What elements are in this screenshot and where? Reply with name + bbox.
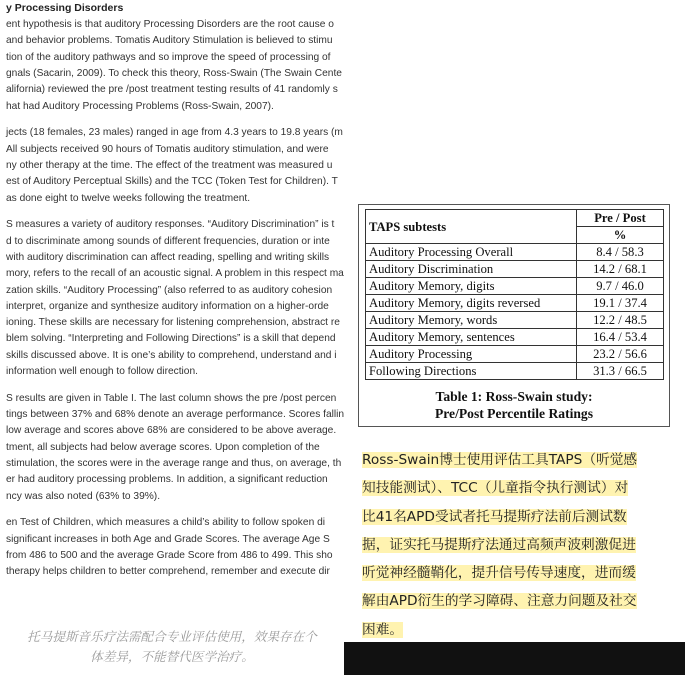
subtest-name: Auditory Memory, digits reversed (366, 295, 577, 312)
article-line: blem solving. “Interpreting and Following Directions” is a skill that depend (6, 333, 336, 345)
article-line: significant increases in both Age and Grade Scores. The average Age S (6, 533, 330, 545)
article-line: ioning. These skills are necessary for listening comprehension, abstract re (6, 317, 340, 329)
taps-results-table (365, 209, 664, 380)
article-line: er had auditory processing problems. In addition, a significant reduction (6, 474, 328, 486)
subtest-value: 8.4 / 58.3 (577, 244, 664, 261)
subtest-value: 12.2 / 48.5 (577, 312, 664, 329)
subtest-name: Auditory Discrimination (366, 261, 577, 278)
table-row (366, 278, 664, 295)
article-line: stimulation, the scores were in the average range and thus, on average, th (6, 458, 342, 469)
subtest-name: Auditory Memory, digits (366, 278, 577, 295)
article-line: ncy was also noted (63% to 39%). (6, 490, 161, 502)
article-line: interpret, organize and synthesize auditory information on a higher-orde (6, 300, 329, 312)
chinese-summary (362, 446, 662, 644)
table-header-row (366, 210, 664, 227)
table-caption-line-2: Pre/Post Percentile Ratings (434, 406, 594, 421)
subtest-value: 23.2 / 56.6 (577, 346, 664, 363)
summary-line: 解由APD衍生的学习障碍、注意力问题及社交 (362, 593, 637, 610)
table-row (366, 244, 664, 261)
article-line: All subjects received 90 hours of Tomatis auditory stimulation, and were (6, 143, 329, 155)
table-row (366, 329, 664, 346)
article-line: d to discriminate among sounds of different frequencies, duration or inte (6, 235, 330, 247)
table-row (366, 261, 664, 278)
subtest-name: Following Directions (366, 363, 577, 380)
subtest-value: 9.7 / 46.0 (577, 278, 664, 295)
table-row (366, 312, 664, 329)
table-row (366, 363, 664, 380)
disclaimer-caption (0, 627, 344, 667)
summary-line: 听觉神经髓鞘化，提升信号传导速度，进而缓 (362, 565, 636, 582)
article-line: with auditory discrimination can affect reading, spelling and writing skills (6, 251, 330, 263)
article-line: alifornia) reviewed the pre /post treatment testing results of 41 randomly s (6, 84, 338, 96)
subtest-value: 31.3 / 66.5 (577, 363, 664, 380)
subtest-name: Auditory Processing Overall (366, 244, 577, 261)
summary-line: 困难。 (362, 621, 404, 638)
article-line: ny other therapy at the time. The effect of the treatment was measured u (6, 159, 333, 171)
article-line: from 486 to 500 and the average Grade Score from 486 to 499. This sho (6, 550, 333, 561)
col-header-subtests: TAPS subtests (366, 210, 577, 244)
subtest-value: 16.4 / 53.4 (577, 329, 664, 346)
disclaimer-line-1: 托马提斯音乐疗法需配合专业评估使用，效果存在个 (27, 629, 317, 644)
taps-table-figure (358, 204, 670, 427)
article-line: en Test of Children, which measures a child’s ability to follow spoken di (6, 517, 325, 529)
article-line: low average and scores above 68% are considered to be above average. (6, 425, 337, 437)
figure-column (344, 0, 685, 675)
article-line: est of Auditory Perceptual Skills) and the TCC (Token Test for Children). T (6, 176, 338, 188)
col-header-percent: % (577, 227, 664, 244)
article-line: tings between 37% and 68% denote an average performance. Scores fallin (6, 409, 344, 421)
article-line: jects (18 females, 23 males) ranged in age from 4.3 years to 19.8 years (m (6, 127, 343, 139)
table-caption (359, 388, 669, 422)
summary-line: Ross-Swain博士使用评估工具TAPS（听觉感 (362, 452, 638, 468)
subtest-name: Auditory Memory, sentences (366, 329, 577, 346)
table-row (366, 346, 664, 363)
article-line: ent hypothesis is that auditory Processing Disorders are the root cause o (6, 19, 334, 30)
article-line: mory, refers to the recall of an acoustic signal. A problem in this respect ma (6, 268, 344, 280)
summary-line: 据，证实托马提斯疗法通过高频声波刺激促进 (362, 536, 636, 553)
subtest-name: Auditory Processing (366, 346, 577, 363)
article-line: zation skills. “Auditory Processing” (also referred to as auditory cohesion (6, 284, 333, 296)
article-line: tment, all subjects had below average scores. Upon completion of the (6, 441, 320, 453)
article-line: as done eight to twelve weeks following the treatment. (6, 192, 251, 204)
disclaimer-line-2: 体差异，不能替代医学治疗。 (90, 649, 254, 664)
article-line: gnals (Sacarin, 2009). To check this theory, Ross-Swain (The Swain Cente (6, 67, 342, 79)
bottom-black-bar (344, 642, 685, 675)
article-line: therapy helps children to better comprehend, remember and execute dir (6, 566, 330, 578)
subtest-name: Auditory Memory, words (366, 312, 577, 329)
section-heading: y Processing Disorders (6, 2, 124, 14)
subtest-value: 19.1 / 37.4 (577, 295, 664, 312)
article-line: tion of the auditory pathways and so improve the speed of processing of (6, 51, 331, 63)
summary-line: 知技能测试）、TCC（儿童指令执行测试）对 (362, 480, 629, 497)
summary-line: 比41名APD受试者托马提斯疗法前后测试数 (362, 508, 627, 525)
col-header-prepost: Pre / Post (577, 210, 664, 227)
table-caption-line-1: Table 1: Ross-Swain study: (435, 389, 593, 404)
article-line: hat had Auditory Processing Problems (Ross-Swain, 2007). (6, 100, 274, 112)
article-line: and behavior problems. Tomatis Auditory Stimulation is believed to stimu (6, 35, 333, 47)
article-line: information well enough to follow direction. (6, 366, 198, 377)
table-row (366, 295, 664, 312)
article-line: S measures a variety of auditory responses. “Auditory Discrimination” is t (6, 219, 335, 231)
article-line: skills discussed above. It is one’s ability to comprehend, understand and i (6, 349, 337, 361)
subtest-value: 14.2 / 68.1 (577, 261, 664, 278)
article-line: S results are given in Table I. The last column shows the pre /post percen (6, 392, 337, 404)
